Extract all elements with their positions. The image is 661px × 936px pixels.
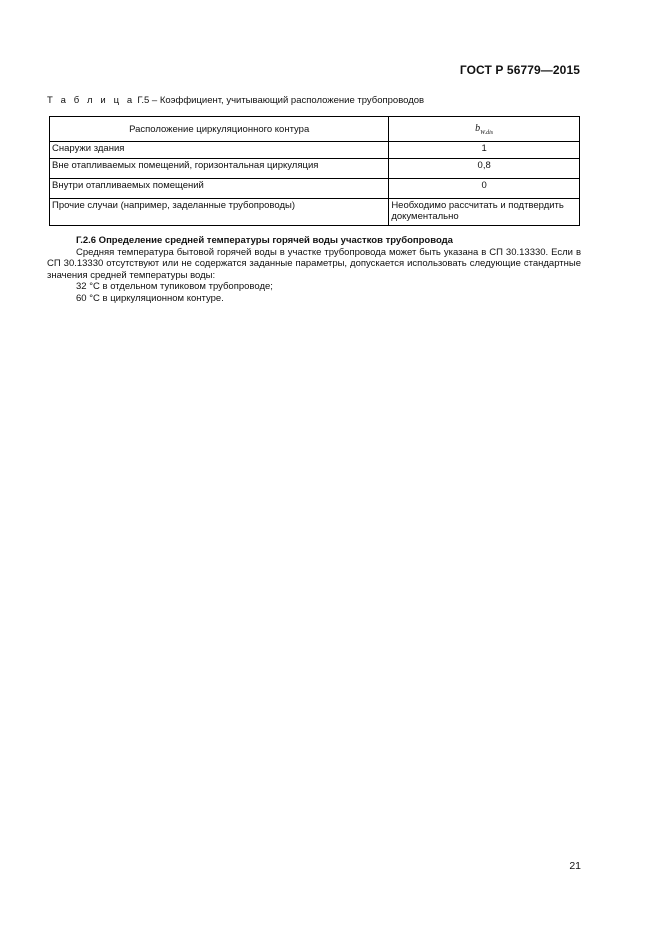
section-paragraph: Средняя температура бытовой горячей воды в участке трубопровода может быть указана в СП 30.13330. Если в СП 30.13330 отсутствуют или не содержатся заданные параметры, допускается использовать следующие стандартные значения средней температуры воды: bbox=[47, 246, 581, 281]
table-row bbox=[50, 179, 580, 199]
table-caption-title: Г.5 – Коэффициент, учитывающий расположение трубопроводов bbox=[134, 95, 425, 106]
section-g-2-6 bbox=[47, 235, 581, 305]
value-cell: Необходимо рассчитать и подтвердить документально bbox=[389, 199, 580, 226]
location-cell: Вне отапливаемых помещений, горизонтальная циркуляция bbox=[50, 159, 389, 179]
table-row bbox=[50, 142, 580, 159]
value-cell: 0 bbox=[389, 179, 580, 199]
location-cell: Внутри отапливаемых помещений bbox=[50, 179, 389, 199]
coefficient-symbol bbox=[475, 123, 493, 134]
coefficient-symbol-main: b bbox=[475, 122, 481, 134]
table-header-row bbox=[50, 117, 580, 142]
table-caption bbox=[47, 95, 424, 106]
table-row bbox=[50, 159, 580, 179]
section-heading: Г.2.6 Определение средней температуры горячей воды участков трубопровода bbox=[76, 235, 453, 246]
value-cell: 1 bbox=[389, 142, 580, 159]
standard-designation: ГОСТ Р 56779—2015 bbox=[459, 63, 580, 77]
location-cell: Прочие случаи (например, заделанные трубопроводы) bbox=[50, 199, 389, 226]
table-row bbox=[50, 199, 580, 226]
coefficient-table bbox=[49, 116, 580, 226]
list-item: 32 °С в отдельном тупиковом трубопроводе; bbox=[76, 281, 273, 293]
column-header-coefficient bbox=[389, 117, 580, 142]
column-header-location: Расположение циркуляционного контура bbox=[50, 117, 389, 142]
page-number: 21 bbox=[569, 860, 581, 872]
list-item: 60 °С в циркуляционном контуре. bbox=[76, 292, 224, 304]
location-cell: Снаружи здания bbox=[50, 142, 389, 159]
table-caption-prefix: Т а б л и ц а bbox=[47, 95, 135, 106]
coefficient-symbol-sub: W.dis bbox=[480, 129, 494, 136]
value-cell: 0,8 bbox=[389, 159, 580, 179]
